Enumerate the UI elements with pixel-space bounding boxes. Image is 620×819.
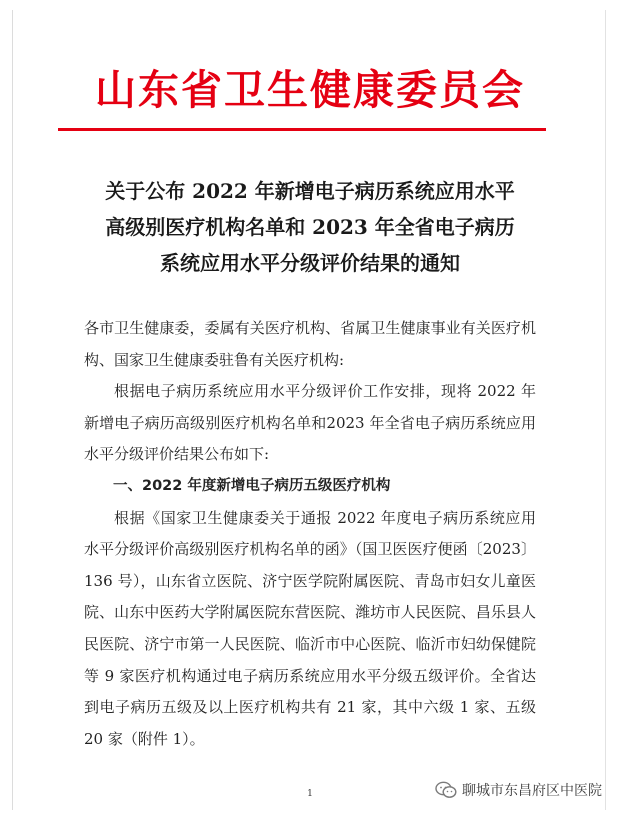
wechat-watermark xyxy=(435,780,602,800)
salutation-paragraph: 各市卫生健康委，委属有关医疗机构、省属卫生健康事业有关医疗机构、国家卫生健康委驻鲁有关医疗机构: xyxy=(84,319,536,369)
masthead-title: 山东省卫生健康委员会 xyxy=(95,66,525,114)
red-header-rule xyxy=(58,128,546,131)
notice-title-line-1: 关于公布 2022 年新增电子病历系统应用水平 xyxy=(105,179,515,203)
intro-paragraph: 根据电子病历系统应用水平分级评价工作安排，现将 2022 年新增电子病历高级别医疗机构名单和2023 年全省电子病历系统应用水平分级评价结果公布如下: xyxy=(84,382,536,464)
notice-title xyxy=(40,173,580,281)
wechat-icon xyxy=(435,781,457,799)
notice-title-line-3: 系统应用水平分级评价结果的通知 xyxy=(160,251,460,275)
page-number: 1 xyxy=(307,789,313,799)
notice-title-line-2: 高级别医疗机构名单和 2023 年全省电子病历 xyxy=(105,215,515,239)
section-1-heading: 一、2022 年度新增电子病历五级医疗机构 xyxy=(113,477,391,494)
watermark-text: 聊城市东昌府区中医院 xyxy=(462,783,602,799)
notice-body xyxy=(84,313,536,755)
section-1-paragraph: 根据《国家卫生健康委关于通报 2022 年度电子病历系统应用水平分级评价高级别医疗机构名单的函》（国卫医医疗便函〔2023〕136 号），山东省立医院、济宁医学院附属医院、青岛市妇女儿童医院、山东中医药大学附属医院东营医院、潍坊市人民医院、昌乐县人民医院、济宁市第一人民医院、临沂市中心医院、临沂市妇幼保健院等 9 家医疗机构通过电子病历系统应用水平分级五级评价。全省达到电子病历五级及以上医疗机构共有 21 家，其中六级 1 家、五级 20 家（附件 1）。 xyxy=(84,508,536,748)
